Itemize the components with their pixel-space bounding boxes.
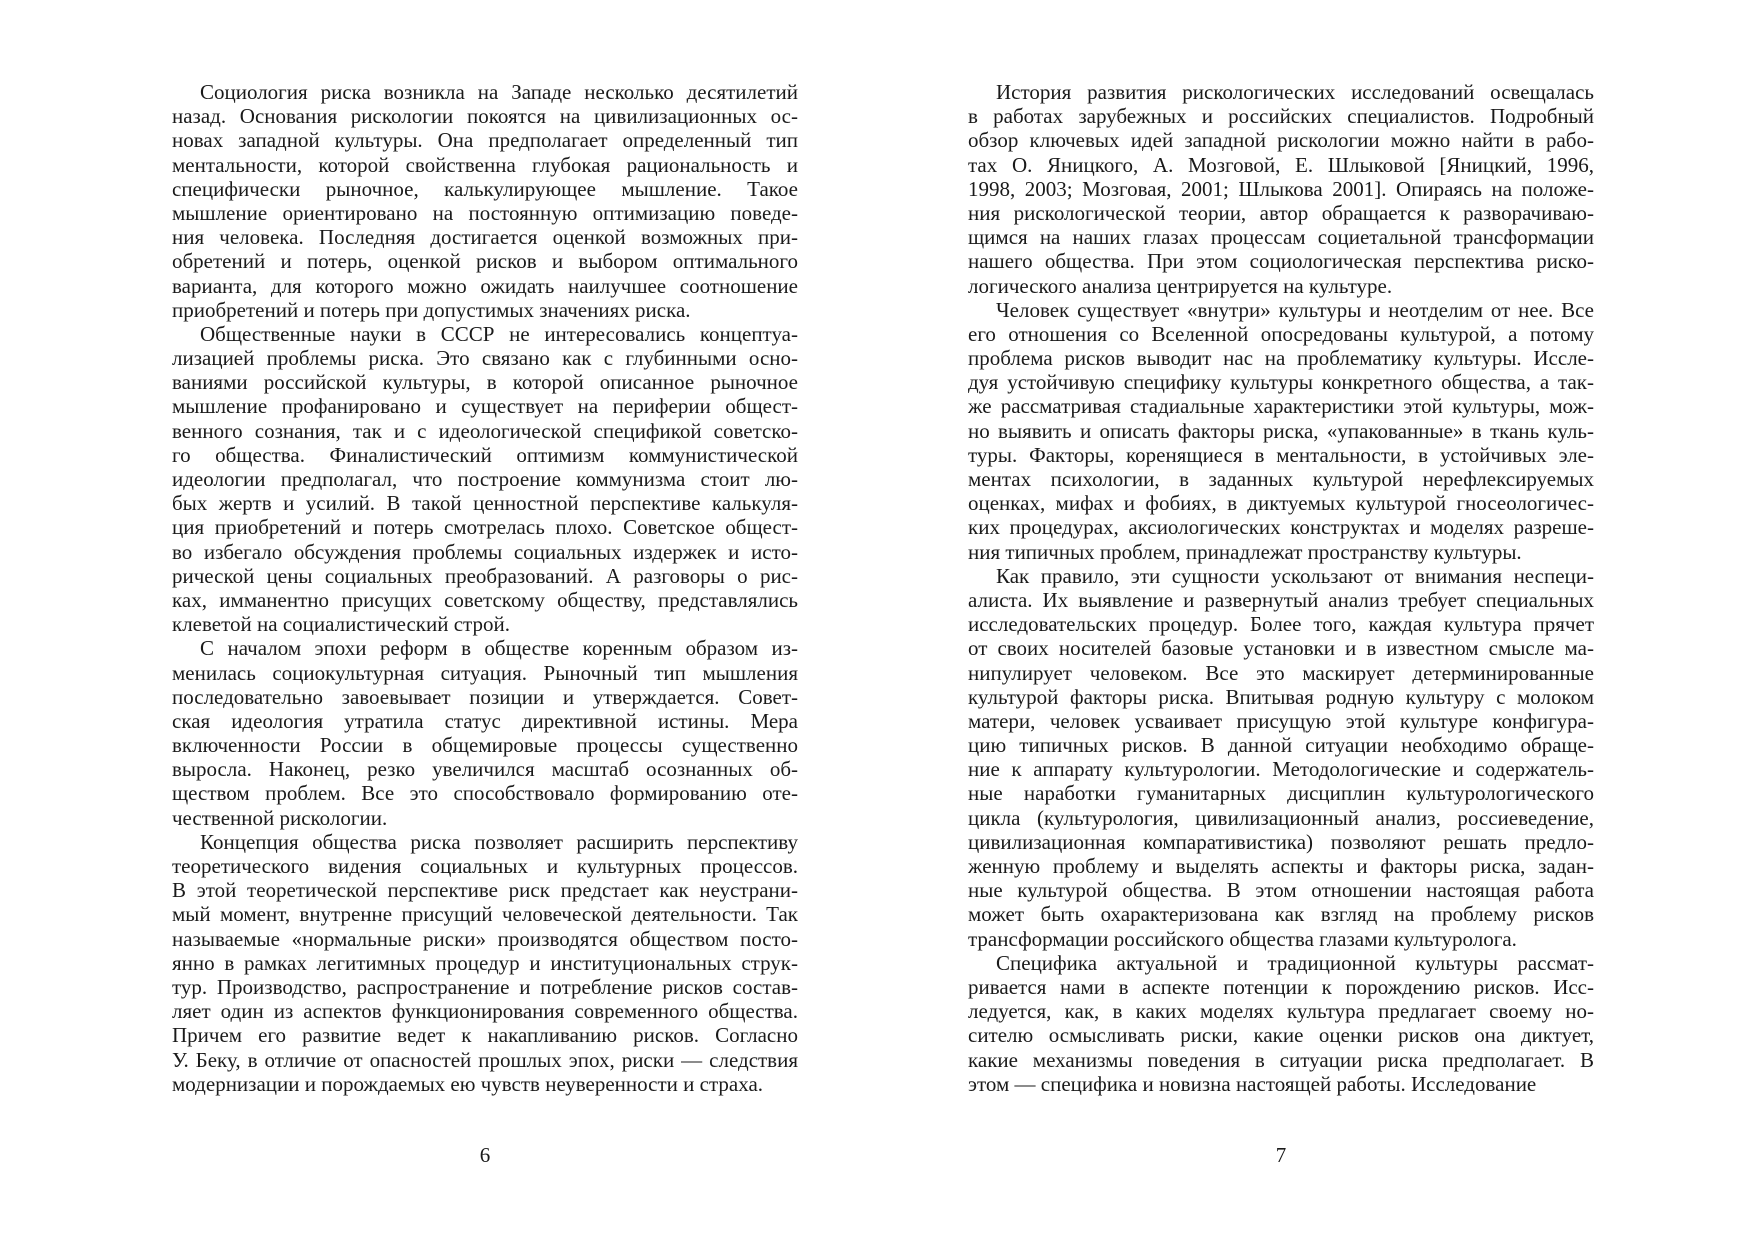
right-page-text [968, 80, 1594, 1096]
text-line: но выявить и описать факторы риска, «упакованные» в ткань куль- [968, 418, 1594, 443]
text-line: ния рискологической теории, автор обращается к разворачиваю- [968, 200, 1594, 225]
text-line: История развития рискологических исследований освещалась [996, 80, 1594, 104]
text-line: Концепция общества риска позволяет расширить перспективу [200, 829, 798, 854]
text-line: сителю осмысливать риски, какие оценки рисков она диктует, [968, 1023, 1594, 1048]
paragraph [172, 830, 798, 1096]
left-page-text [172, 80, 798, 1096]
text-line: венного сознания, так и с идеологической спецификой советско- [172, 418, 798, 443]
text-line: теоретического видения социальных и культурных процессов. [172, 854, 798, 878]
text-line: цию типичных рисков. В данной ситуации необходимо обраще- [968, 733, 1594, 758]
text-line: Причем его развитие ведет к накапливанию рисков. Согласно [172, 1023, 798, 1048]
text-line: рической цены социальных преобразований. А разговоры о рис- [172, 563, 798, 588]
text-line: Человек существует «внутри» культуры и неотделим от нее. Все [996, 297, 1594, 322]
text-line: Общественные науки в СССР не интересовались концептуа- [200, 321, 798, 346]
text-line: ния человека. Последняя достигается оценкой возможных при- [172, 225, 798, 250]
text-line: приобретений и потерь при допустимых значениях риска. [172, 297, 691, 322]
text-line: ние к аппарату культурологии. Методологические и содержатель- [968, 757, 1594, 782]
text-line: модернизации и порождаемых ею чувств неуверенности и страха. [172, 1071, 764, 1096]
text-line: В этой теоретической перспективе риск предстает как неустрани- [172, 878, 798, 903]
text-line: мышление профанировано и существует на периферии общест- [172, 394, 798, 419]
text-line: исследовательских процедур. Более того, каждая культура прячет [968, 612, 1594, 637]
text-line: янно в рамках легитимных процедур и институциональных струк- [172, 950, 798, 975]
text-line: идеологии предполагал, что построение коммунизма стоит лю- [172, 467, 798, 491]
text-line: туры. Факторы, коренящиеся в ментальности, в устойчивых эле- [968, 442, 1594, 467]
text-line: его отношения со Вселенной опосредованы культурой, а потому [968, 321, 1594, 346]
text-line: чественной рискологии. [172, 805, 388, 830]
paragraph [968, 564, 1594, 951]
text-line: в работах зарубежных и российских специалистов. Подробный [968, 104, 1594, 129]
text-line: У. Беку, в отличие от опасностей прошлых эпох, риски — следствия [172, 1047, 798, 1072]
text-line: какие механизмы поведения в ситуации риска предполагает. В [968, 1047, 1594, 1072]
text-line: от своих носителей базовые установки и в известном смысле ма- [968, 636, 1594, 661]
text-line: может быть охарактеризована как взгляд на проблему рисков [968, 902, 1594, 927]
paragraph [172, 322, 798, 636]
text-line: цикла (культурология, цивилизационный анализ, россиеведение, [968, 805, 1594, 830]
text-line: ментальности, которой свойственна глубокая рациональность и [172, 152, 798, 177]
paragraph [968, 80, 1594, 298]
left-page [172, 80, 798, 1180]
text-line: Как правило, эти сущности ускользают от внимания неспеци- [996, 563, 1594, 588]
paragraph [968, 951, 1594, 1096]
text-line: ривается нами в аспекте потенции к порождению рисков. Исс- [968, 974, 1594, 999]
text-line: ляет один из аспектов функционирования современного общества. [172, 999, 798, 1024]
text-line: последовательно завоевывает позиции и утверждается. Совет- [172, 684, 798, 709]
text-line: Специфика актуальной и традиционной культуры рассмат- [996, 950, 1594, 975]
text-line: специфически рыночное, калькулирующее мышление. Такое [172, 176, 798, 201]
text-line: же рассматривая стадиальные характеристики этой культуры, мож- [968, 394, 1594, 419]
text-line: цивилизационная компаративистика) позволяют решать предло- [968, 829, 1594, 854]
text-line: тах О. Яницкого, А. Мозговой, Е. Шлыковой [Яницкий, 1996, [968, 152, 1594, 177]
text-line: оценках, мифах и фобиях, в диктуемых культурой гносеологичес- [968, 491, 1594, 516]
paragraph [172, 636, 798, 830]
text-line: ция приобретений и потерь смотрелась плохо. Советское общест- [172, 515, 798, 540]
text-line: обзор ключевых идей западной рискологии можно найти в рабо- [968, 128, 1594, 153]
text-line: варианта, для которого можно ожидать наилучшее соотношение [172, 273, 798, 298]
text-line: назад. Основания рискологии покоятся на цивилизационных ос- [172, 104, 798, 129]
right-page-number: 7 [1275, 1143, 1287, 1167]
text-line: ких процедурах, аксиологических конструктах и моделях разреше- [968, 515, 1594, 540]
right-page [968, 80, 1594, 1180]
text-line: культурой факторы риска. Впитывая родную культуру с молоком [968, 684, 1594, 709]
text-line: С началом эпохи реформ в обществе коренным образом из- [200, 636, 798, 661]
text-line: 1998, 2003; Мозговая, 2001; Шлыкова 2001]. Опираясь на положе- [968, 176, 1594, 201]
text-line: ваниями российской культуры, в которой описанное рыночное [172, 370, 798, 395]
text-line: трансформации российского общества глазами культуролога. [968, 926, 1517, 951]
text-line: выросла. Наконец, резко увеличился масштаб осознанных об- [172, 757, 798, 782]
text-line: ществом проблем. Все это способствовало формированию оте- [172, 781, 798, 806]
text-line: логического анализа центрируется на культуре. [968, 273, 1393, 298]
text-line: нашего общества. При этом социологическая перспектива риско- [968, 249, 1594, 274]
text-line: нипулирует человеком. Все это маскирует детерминированные [968, 660, 1594, 685]
text-line: клеветой на социалистический строй. [172, 612, 510, 637]
text-line: включенности России в общемировые процессы существенно [172, 733, 798, 758]
text-line: алиста. Их выявление и развернутый анализ требует специальных [968, 587, 1594, 612]
text-line: этом — специфика и новизна настоящей работы. Исследование [968, 1071, 1537, 1096]
text-line: го общества. Финалистический оптимизм коммунистической [172, 442, 798, 467]
paragraph [172, 80, 798, 322]
text-line: мышление ориентировано на постоянную оптимизацию поведе- [172, 200, 798, 225]
paragraph [968, 298, 1594, 564]
text-line: называемые «нормальные риски» производятся обществом посто- [172, 926, 798, 951]
text-line: ные наработки гуманитарных дисциплин культурологического [968, 781, 1594, 806]
text-line: обретений и потерь, оценкой рисков и выбором оптимального [172, 249, 798, 274]
text-line: Социология риска возникла на Западе несколько десятилетий [200, 80, 798, 104]
left-page-number: 6 [479, 1143, 491, 1167]
text-line: щимся на наших глазах процессам социетальной трансформации [968, 225, 1594, 250]
text-line: женную проблему и выделять аспекты и факторы риска, задан- [968, 854, 1594, 878]
text-line: матери, человек усваивает присущую этой культуре конфигура- [968, 708, 1594, 733]
text-line: проблема рисков выводит нас на проблематику культуры. Иссле- [968, 346, 1594, 371]
text-line: ская идеология утратила статус директивной истины. Мера [172, 708, 798, 733]
text-line: мый момент, внутренне присущий человеческой деятельности. Так [172, 902, 798, 927]
text-line: новах западной культуры. Она предполагает определенный тип [172, 128, 798, 153]
text-line: дуя устойчивую специфику культуры конкретного общества, а так- [968, 370, 1594, 395]
text-line: во избегало обсуждения проблемы социальных издержек и исто- [172, 539, 798, 564]
text-line: ках, имманентно присущих советскому обществу, представлялись [172, 587, 798, 612]
text-line: менилась социокультурная ситуация. Рыночный тип мышления [172, 660, 798, 685]
text-line: ментах психологии, в заданных культурой нерефлексируемых [968, 467, 1594, 491]
text-line: тур. Производство, распространение и потребление рисков состав- [172, 974, 798, 999]
text-line: бых жертв и усилий. В такой ценностной перспективе калькуля- [172, 491, 798, 516]
text-line: ния типичных проблем, принадлежат пространству культуры. [968, 539, 1522, 564]
text-line: ные культурой общества. В этом отношении настоящая работа [968, 878, 1594, 903]
text-line: лизацией проблемы риска. Это связано как с глубинными осно- [172, 346, 798, 371]
text-line: ледуется, как, в каких моделях культура предлагает своему но- [968, 999, 1594, 1024]
